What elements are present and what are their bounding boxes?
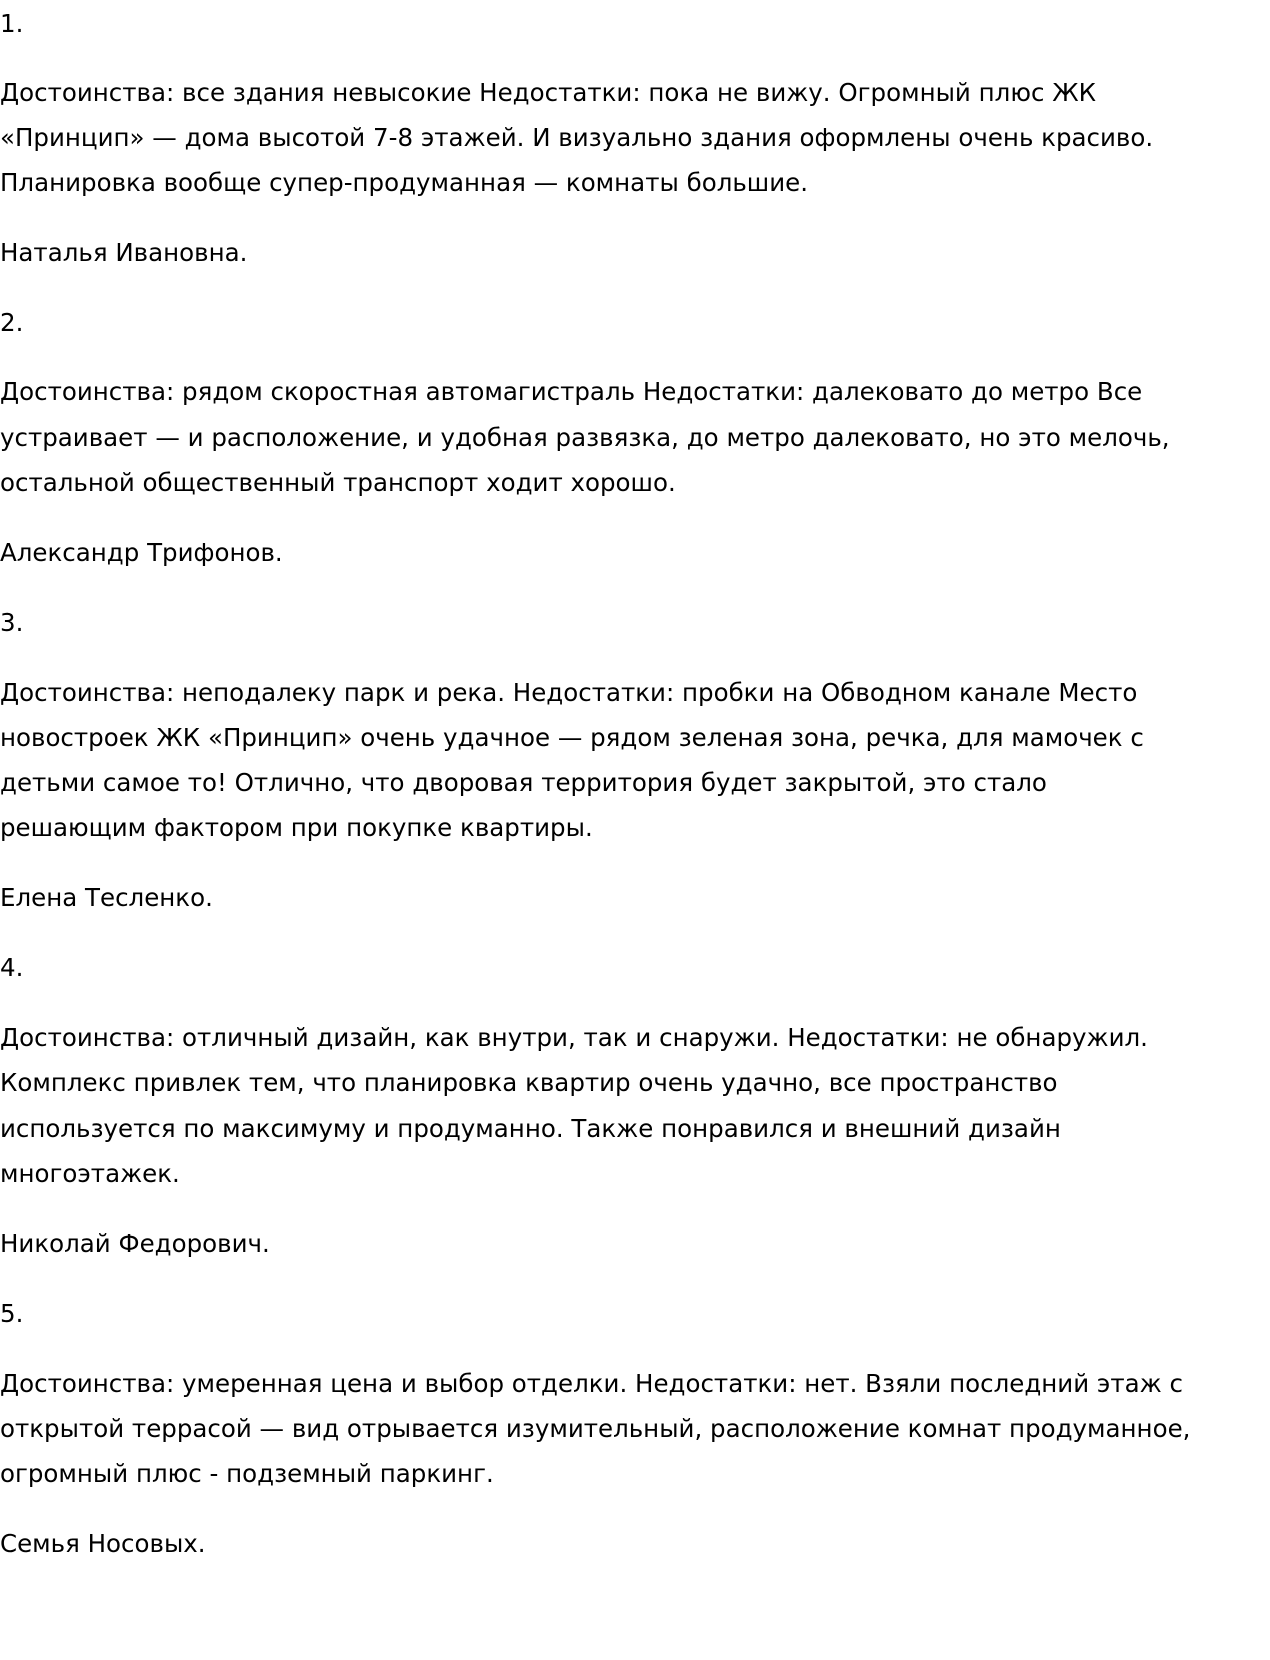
review-text-line: детьми самое то! Отлично, что дворовая территория будет закрытой, это стало (0, 768, 1047, 797)
review-text-line: устраивает — и расположение, и удобная развязка, до метро далековато, но это мелочь, (0, 423, 1170, 452)
review-number: 3. (0, 608, 24, 637)
review-text-line: Достоинства: отличный дизайн, как внутри, так и снаружи. Недостатки: не обнаружил. (0, 1023, 1148, 1052)
review-text-line: открытой террасой — вид отрывается изумительный, расположение комнат продуманное, (0, 1414, 1191, 1443)
review-text-line: используется по максимуму и продуманно. Также понравился и внешний дизайн (0, 1114, 1061, 1143)
review-text-line: Достоинства: умеренная цена и выбор отделки. Недостатки: нет. Взяли последний этаж с (0, 1369, 1183, 1398)
review-text-line: «Принцип» — дома высотой 7-8 этажей. И визуально здания оформлены очень красиво. (0, 123, 1154, 152)
review-number: 1. (0, 9, 24, 38)
review-text-line: Достоинства: все здания невысокие Недостатки: пока не вижу. Огромный плюс ЖК (0, 78, 1096, 107)
review-text-line: огромный плюс - подземный паркинг. (0, 1459, 494, 1488)
review-number: 2. (0, 308, 24, 337)
review-author: Александр Трифонов. (0, 538, 283, 567)
review-number: 4. (0, 953, 24, 982)
review-text-line: Планировка вообще супер-продуманная — комнаты большие. (0, 168, 808, 197)
review-text-line: решающим фактором при покупке квартиры. (0, 813, 593, 842)
review-text-line: Комплекс привлек тем, что планировка квартир очень удачно, все пространство (0, 1068, 1058, 1097)
review-author: Николай Федорович. (0, 1229, 270, 1258)
review-author: Наталья Ивановна. (0, 238, 248, 267)
review-text-line: Достоинства: рядом скоростная автомагистраль Недостатки: далековато до метро Все (0, 377, 1143, 406)
review-text-line: новостроек ЖК «Принцип» очень удачное — рядом зеленая зона, речка, для мамочек с (0, 723, 1144, 752)
review-number: 5. (0, 1299, 24, 1328)
review-text-line: многоэтажек. (0, 1159, 180, 1188)
review-author: Елена Тесленко. (0, 883, 213, 912)
review-author: Семья Носовых. (0, 1529, 206, 1558)
review-text-line: остальной общественный транспорт ходит хорошо. (0, 468, 676, 497)
review-text-line: Достоинства: неподалеку парк и река. Недостатки: пробки на Обводном канале Место (0, 678, 1138, 707)
